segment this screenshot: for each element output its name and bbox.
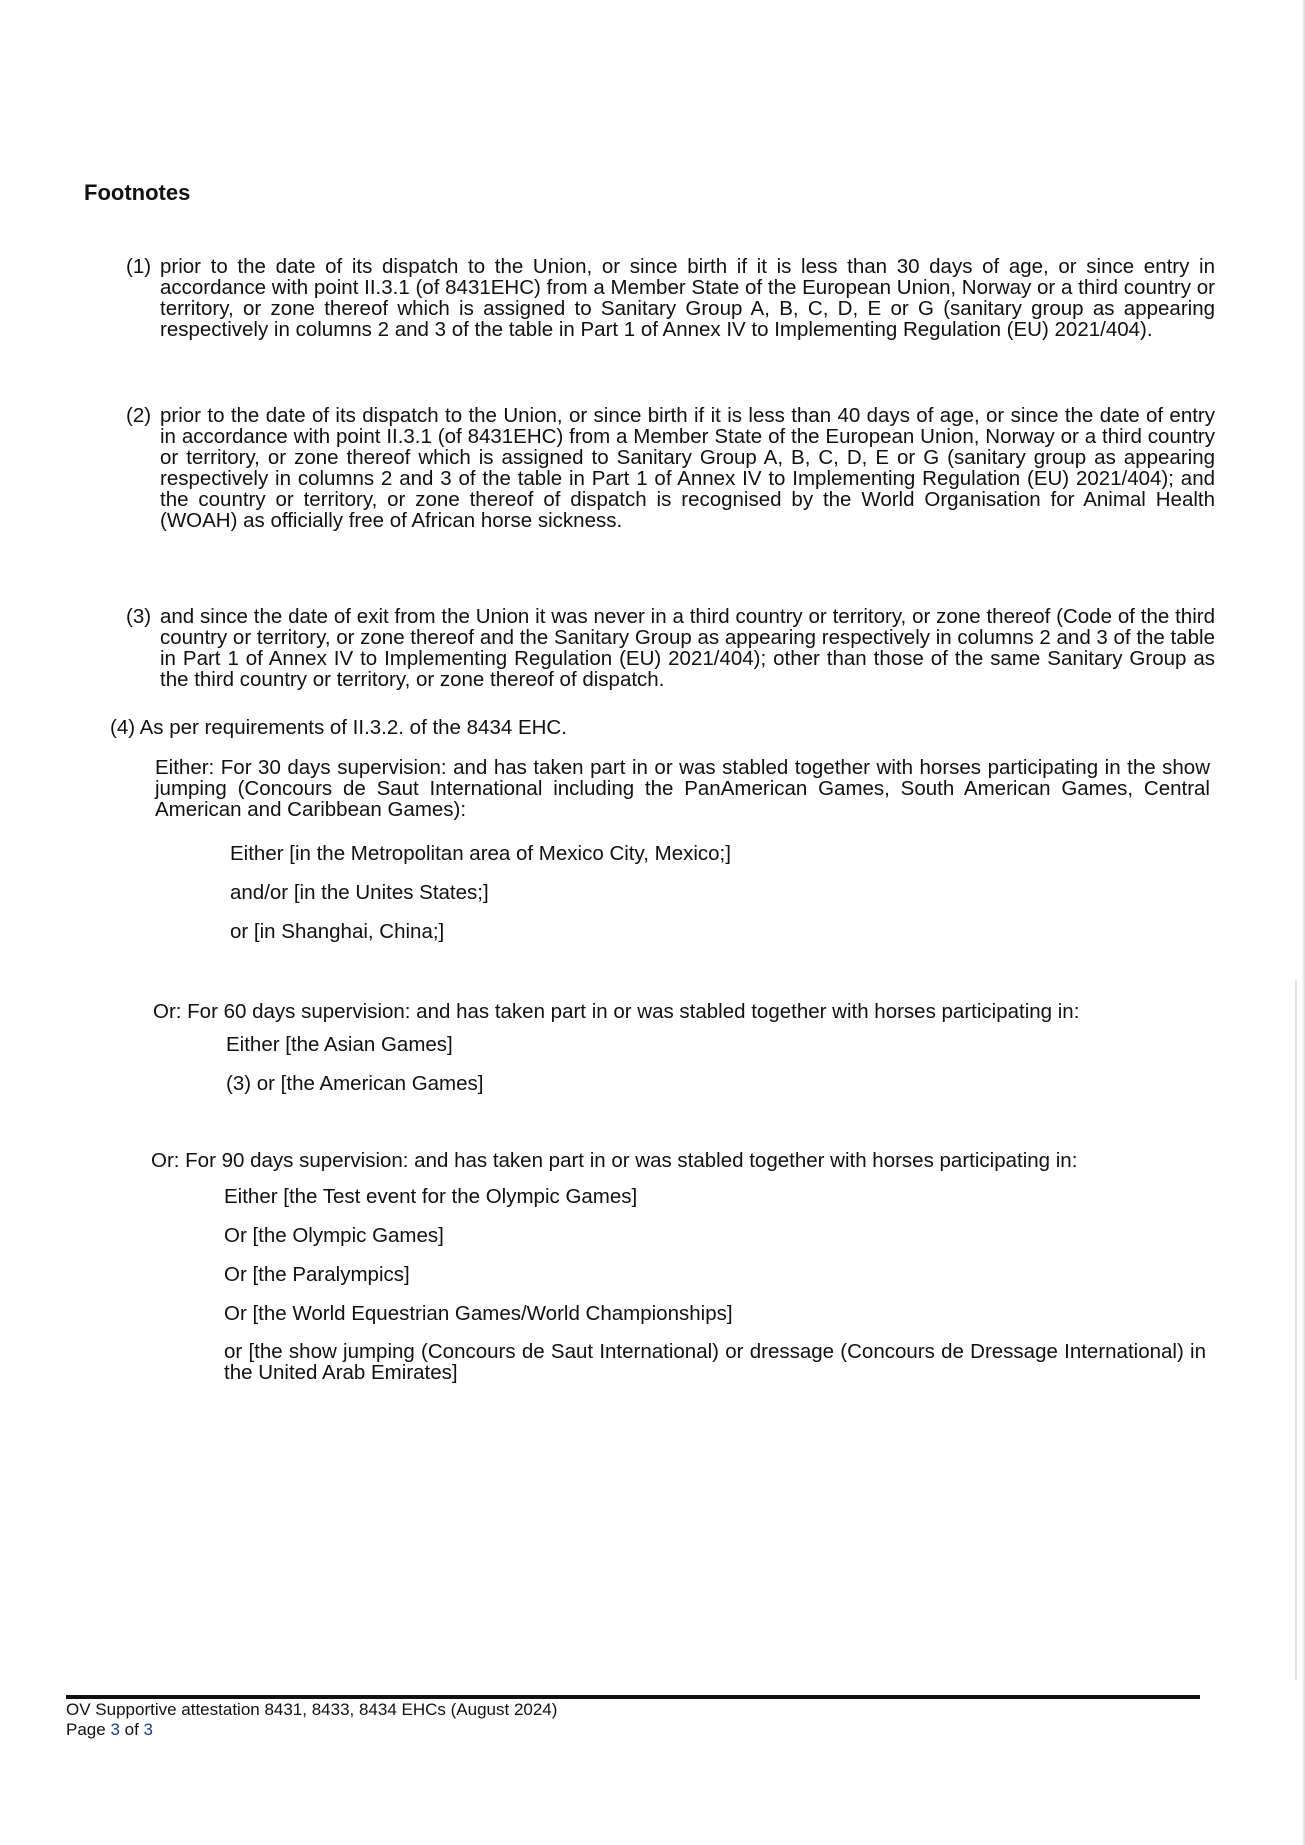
footer-title: OV Supportive attestation 8431, 8433, 8434 EHCs (August 2024) <box>66 1700 558 1719</box>
footnote-1 <box>126 255 1215 341</box>
supervision-60-option-1: Either [the Asian Games] <box>226 1033 453 1056</box>
footnote-1-number: (1) <box>126 255 152 278</box>
footer-rule <box>66 1695 1200 1699</box>
footnote-3-number: (3) <box>126 605 152 628</box>
supervision-60-intro: Or: For 60 days supervision: and has taken part in or was stabled together with horses participating in: <box>153 1000 1080 1023</box>
page-of: of <box>119 1720 144 1739</box>
supervision-90-option-5: or [the show jumping (Concours de Saut International) or dressage (Concours de Dressage International) in the United Arab Emirates] <box>224 1340 1206 1384</box>
supervision-30-option-2: and/or [in the Unites States;] <box>230 881 489 904</box>
page-total: 3 <box>143 1720 153 1739</box>
footer-page-number <box>66 1720 153 1740</box>
supervision-90-intro: Or: For 90 days supervision: and has taken part in or was stabled together with horses participating in: <box>151 1149 1078 1172</box>
supervision-90-option-1: Either [the Test event for the Olympic Games] <box>224 1185 638 1208</box>
supervision-30-option-3: or [in Shanghai, China;] <box>230 920 445 943</box>
page-prefix: Page <box>66 1720 111 1739</box>
footnote-3-text: and since the date of exit from the Union it was never in a third country or territory, or zone thereof (Code of the third country or territory, or zone thereof and the Sanitary Group as appearing respectively in columns 2 and 3 of the table in Part 1 of Annex IV to Implementing Regulation (EU) 2021/404); other than those of the same Sanitary Group as the third country or territory, or zone thereof of dispatch. <box>160 605 1215 691</box>
footnote-3 <box>126 605 1215 691</box>
footnote-2 <box>126 404 1215 532</box>
footnote-2-number: (2) <box>126 404 152 427</box>
supervision-90-option-3: Or [the Paralympics] <box>224 1263 410 1286</box>
footnote-4-title: (4) As per requirements of II.3.2. of the 8434 EHC. <box>110 716 567 739</box>
supervision-90-option-4: Or [the World Equestrian Games/World Championships] <box>224 1302 733 1325</box>
footnote-1-text: prior to the date of its dispatch to the Union, or since birth if it is less than 30 days of age, or since entry in accordance with point II.3.1 (of 8431EHC) from a Member State of the European Union, Norway or a third country or territory, or zone thereof which is assigned to Sanitary Group A, B, C, D, E or G (sanitary group as appearing respectively in columns 2 and 3 of the table in Part 1 of Annex IV to Implementing Regulation (EU) 2021/404). <box>160 255 1215 341</box>
supervision-60-option-2: (3) or [the American Games] <box>226 1072 484 1095</box>
footnote-2-text: prior to the date of its dispatch to the Union, or since birth if it is less than 40 days of age, or since the date of entry in accordance with point II.3.1 (of 8431EHC) from a Member State of the European Union, Norway or a third country or territory, or zone thereof which is assigned to Sanitary Group A, B, C, D, E or G (sanitary group as appearing respectively in columns 2 and 3 of the table in Part 1 of Annex IV to Implementing Regulation (EU) 2021/404); and the country or territory, or zone thereof of dispatch is recognised by the World Organisation for Animal Health (WOAH) as officially free of African horse sickness. <box>160 404 1215 532</box>
supervision-90-option-2: Or [the Olympic Games] <box>224 1224 444 1247</box>
scan-artifact-line <box>1295 980 1297 1680</box>
supervision-30-option-1: Either [in the Metropolitan area of Mexico City, Mexico;] <box>230 842 731 865</box>
footnotes-heading: Footnotes <box>84 180 191 205</box>
page-current: 3 <box>110 1720 120 1739</box>
supervision-30-intro: Either: For 30 days supervision: and has taken part in or was stabled together with horses participating in the show jumping (Concours de Saut International including the PanAmerican Games, South American Games, Central American and Caribbean Games): <box>155 756 1210 821</box>
